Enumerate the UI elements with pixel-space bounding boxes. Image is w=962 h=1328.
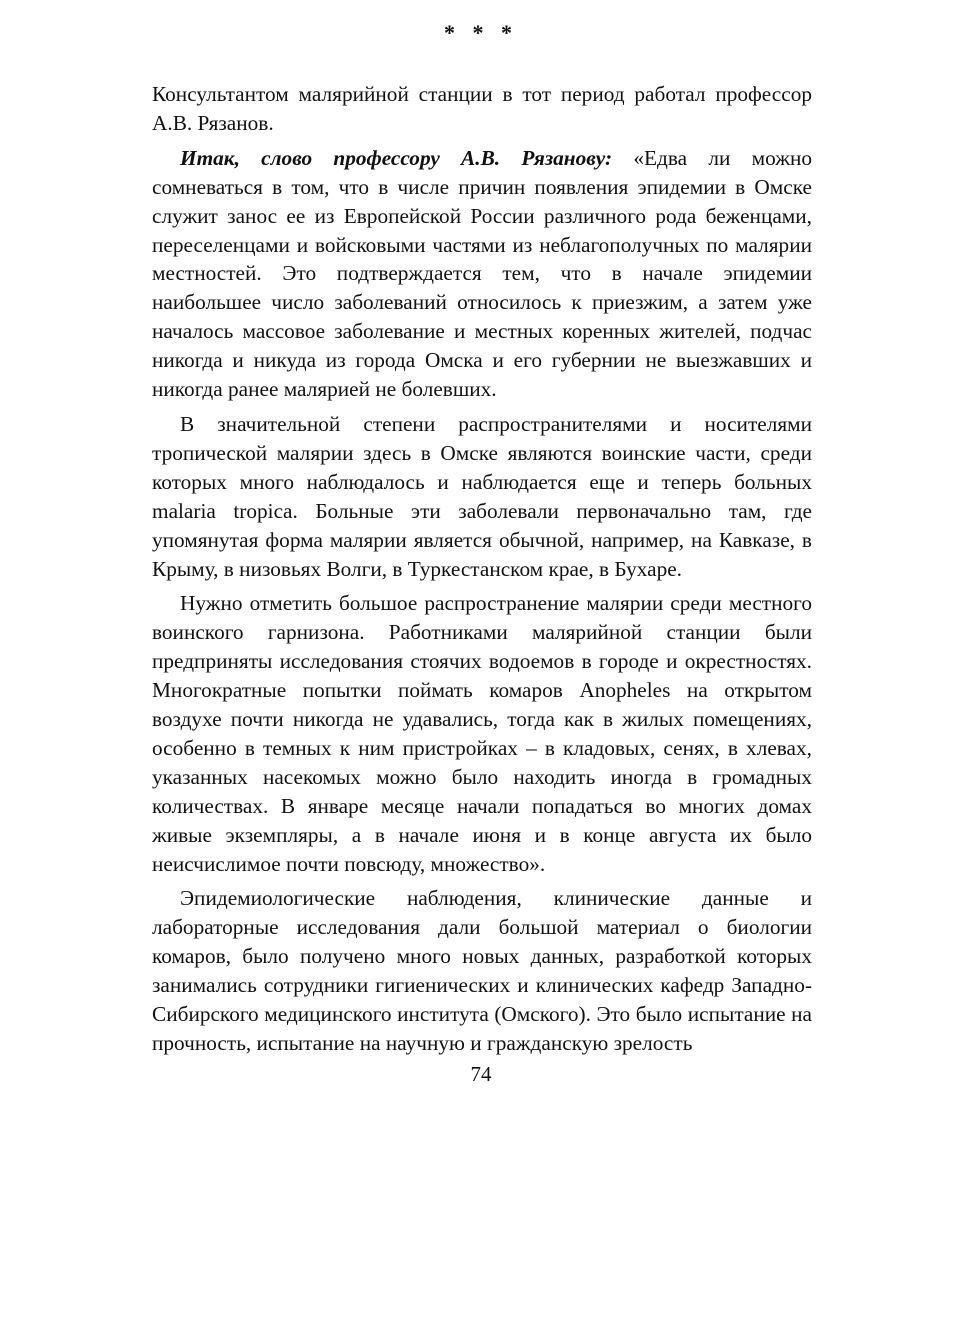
paragraph-1: Консультантом малярийной станции в тот период работал профессор А.В. Рязанов. bbox=[152, 82, 812, 135]
paragraph-2-body: «Едва ли можно сомневаться в том, что в числе причин появления эпидемии в Омске служит занос ее из Европейской России различного рода беженцами, переселенцами и войсковыми частями из неблагополучных по малярии местностей. Это подтверждается тем, что в начале эпидемии наибольшее число заболеваний относилось к приезжим, а затем уже началось массовое заболевание и местных коренных жителей, подчас никогда и никуда из города Омска и его губернии не выезжавших и никогда ранее малярией не болевших. bbox=[152, 145, 812, 402]
paragraph-2-lead: Итак, слово профессору А.В. Рязанову: bbox=[180, 145, 613, 170]
paragraph-3: В значительной степени распространителями и носителями тропической малярии здесь в Омске являются воинские части, среди которых много наблюдалось и наблюдается еще и теперь больных malaria tropica. Больные эти заболевали первоначально там, где упомянутая форма малярии является обычной, например, на Кавказе, в Крыму, в низовьях Волги, в Туркестанском крае, в Бухаре. bbox=[152, 411, 812, 581]
paragraph-2 bbox=[152, 144, 812, 404]
paragraph-5: Эпидемиологические наблюдения, клинические данные и лабораторные исследования дали большой материал о биологии комаров, было получено много новых данных, разработкой которых занимались сотрудники гигиенических и клинических кафедр Западно-Сибирского медицинского института (Омского). Это было испытание на прочность, испытание на научную и гражданскую зрелость bbox=[152, 886, 812, 1055]
paragraph-4: Нужно отметить большое распространение малярии среди местного воинского гарнизона. Работниками малярийной станции были предприняты исследования стоячих водоемов в городе и окрестностях. Многократные попытки поймать комаров Anopheles на открытом воздухе почти никогда не удавались, тогда как в жилых помещениях, особенно в темных к ним пристройках – в кладовых, сенях, в хлевах, указанных насекомых можно было находить иногда в громадных количествах. В январе месяце начали попадаться во многих домах живые экземпляры, а в начале июня и в конце августа их было неисчислимое почти повсюду, множество». bbox=[152, 591, 812, 876]
body-text bbox=[152, 80, 812, 1064]
section-ornament: * * * bbox=[444, 20, 518, 45]
page-number: 74 bbox=[470, 1062, 492, 1086]
